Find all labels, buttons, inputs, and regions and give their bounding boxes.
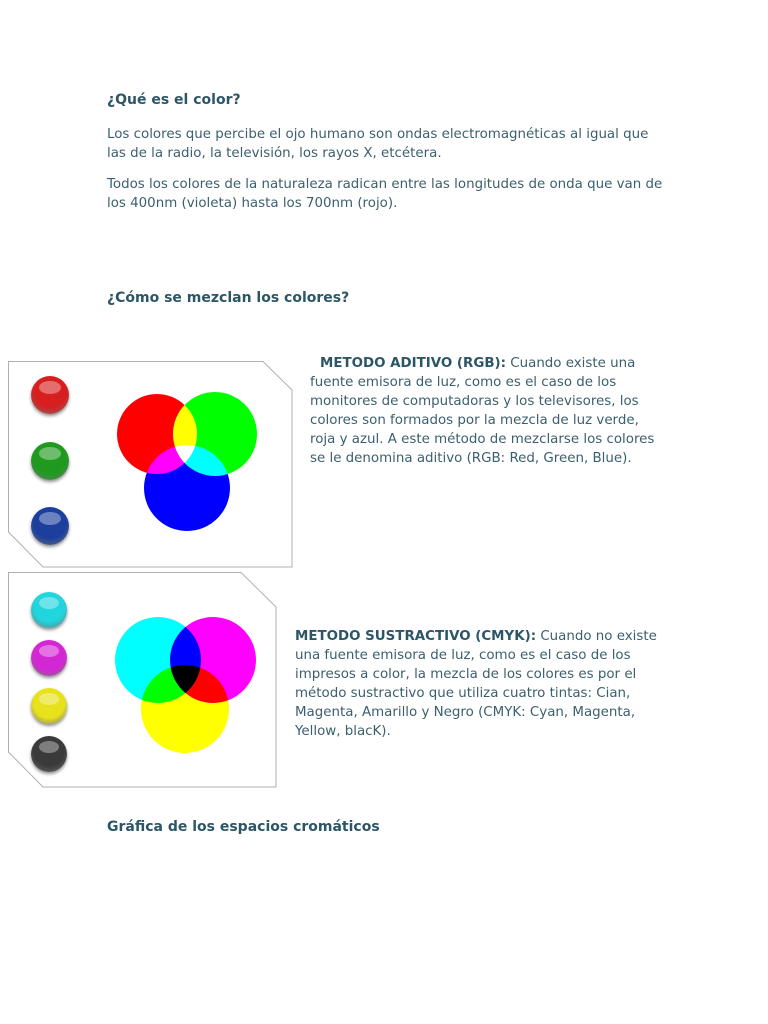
rgb-venn-diagram [115,389,259,535]
cmyk-lead: METODO SUSTRACTIVO (CMYK): [295,629,537,644]
cyan-swatch-icon [31,592,67,628]
blue-circle [144,445,230,531]
yellow-circle [141,665,229,753]
black-swatch-icon [31,736,67,772]
green-swatch-icon [31,442,69,480]
yellow-swatch-icon [31,688,67,724]
magenta-swatch-icon [31,640,67,676]
paragraph-longitudes: Todos los colores de la naturaleza radican entre las longitudes de onda que van de los 400nm (violeta) hasta los 700nm (rojo). [107,177,663,211]
blue-swatch-icon [31,507,69,545]
cmyk-text: Cuando no existe una fuente emisora de luz, como es el caso de los impresos a color, la mezcla de los colores es por el método sustractivo que utiliza cuatro tintas: Cian, Magenta, Amarillo y Negro (CMYK: Cyan, Magenta, Yellow, blacK). [295,629,657,739]
rgb-text: Cuando existe una fuente emisora de luz, como es el caso de los monitores de computadoras y los televisores, los colores son formados por la mezcla de luz verde, roja y azul. A este método de mezclarse los colores se le denomina aditivo (RGB: Red, Green, Blue). [310,356,655,466]
section-title-grafica: Gráfica de los espacios cromáticos [107,819,380,835]
rgb-illustration-card [8,361,294,569]
cmyk-venn-diagram [115,615,257,755]
section-title-que-es-el-color: ¿Qué es el color? [107,92,241,108]
rgb-description [310,354,655,468]
cmyk-description [295,627,657,741]
cmyk-illustration-card [8,572,278,789]
red-swatch-icon [31,376,69,414]
rgb-lead: METODO ADITIVO (RGB): [320,356,507,371]
paragraph-ondas: Los colores que percibe el ojo humano son ondas electromagnéticas al igual que las de la radio, la televisión, los rayos X, etcétera. [107,127,649,161]
section-title-como-se-mezclan: ¿Cómo se mezclan los colores? [107,290,350,306]
